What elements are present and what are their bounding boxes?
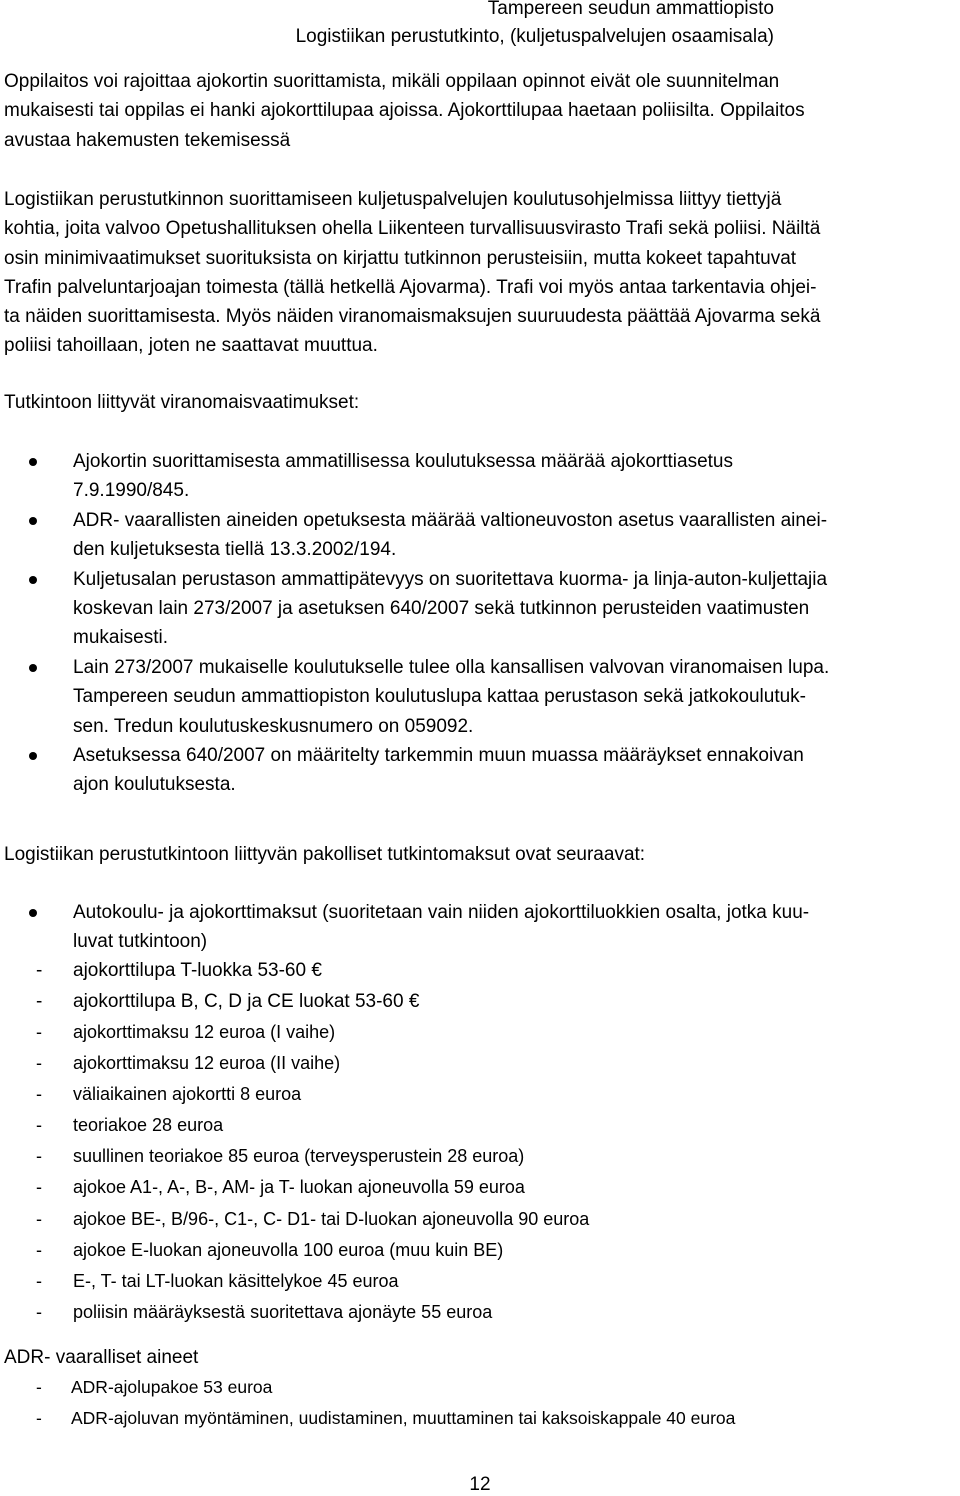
page-number: 12: [469, 1474, 491, 1495]
text-line: mukaisesti tai oppilas ei hanki ajokorttilupaa ajoissa. Ajokorttilupaa haetaan poliisilta. Oppilaitos: [4, 100, 805, 122]
list-item: [0, 506, 952, 565]
dash-marker: -: [36, 1146, 42, 1167]
fee-item: [0, 1204, 952, 1235]
dash-marker: -: [36, 960, 43, 981]
text-line: avustaa hakemusten tekemisessä: [4, 129, 291, 151]
fee-text: väliaikainen ajokortti 8 euroa: [73, 1084, 302, 1105]
text-line: Logistiikan perustutkinnon suorittamiseen kuljetuspalvelujen koulutusohjelmissa liittyy tiettyjä: [4, 189, 782, 210]
text-line: koskevan lain 273/2007 ja asetuksen 640/2007 sekä tutkinnon perusteiden vaatimusten: [73, 598, 810, 620]
dash-marker: -: [36, 1115, 42, 1136]
list-item: [0, 741, 952, 800]
fee-item: [0, 1141, 952, 1172]
text-line: Oppilaitos voi rajoittaa ajokortin suorittamista, mikäli oppilaan opinnot eivät ole suunnitelman: [4, 71, 780, 92]
fee-item: [0, 1048, 952, 1079]
text-line: ADR- vaarallisten aineiden opetuksesta määrää valtioneuvoston asetus vaarallisten ainei-: [73, 509, 828, 531]
fee-item: [0, 1172, 952, 1203]
requirements-list: [0, 447, 952, 800]
bullet-icon: [29, 458, 37, 466]
fee-item: [0, 1235, 952, 1266]
list-item: [0, 447, 952, 506]
fees-bullet-list: [0, 898, 952, 957]
text-line: osin minimivaatimukset suorituksista on kirjattu tutkinnon perusteisiin, mutta kokeet tapahtuvat: [4, 247, 797, 269]
text-line: Tampereen seudun ammattiopiston koulutuslupa kattaa perustason sekä jatkokoulutuk-: [73, 686, 806, 708]
text-line: sen. Tredun koulutuskeskusnumero on 059092.: [73, 715, 474, 737]
adr-heading: ADR- vaaralliset aineet: [4, 1347, 199, 1368]
fees-list: [0, 956, 952, 1328]
fees-heading: Logistiikan perustutkintoon liittyvän pakolliset tutkintomaksut ovat seuraavat:: [4, 844, 646, 865]
fee-text: suullinen teoriakoe 85 euroa (terveysperustein 28 euroa): [73, 1146, 525, 1167]
text-line: 7.9.1990/845.: [73, 480, 190, 502]
dash-marker: -: [36, 1301, 42, 1322]
fee-item: [0, 1110, 952, 1141]
fee-text: ajokoe BE-, B/96-, C1-, C- D1- tai D-luokan ajoneuvolla 90 euroa: [73, 1208, 590, 1229]
fee-text: ajokorttimaksu 12 euroa (II vaihe): [73, 1053, 341, 1074]
text-line: Ajokortin suorittamisesta ammatillisessa koulutuksessa määrää ajokorttiasetus: [73, 451, 733, 472]
dash-marker: -: [36, 1084, 42, 1105]
fee-text: poliisin määräyksestä suoritettava ajonäyte 55 euroa: [73, 1301, 493, 1322]
paragraph-authority-supervision: [4, 185, 952, 361]
fee-text: ajokorttilupa B, C, D ja CE luokat 53-60 €: [73, 990, 420, 1012]
dash-marker: -: [36, 1270, 42, 1291]
list-item: [0, 653, 952, 741]
text-line: ajon koulutuksesta.: [73, 774, 236, 796]
dash-marker: -: [36, 1177, 42, 1198]
fee-item: [0, 956, 952, 987]
dash-marker: -: [36, 990, 43, 1012]
text-line: Asetuksessa 640/2007 on määritelty tarkemmin muun muassa määräykset ennakoivan: [73, 745, 804, 767]
header-degree-name: Logistiikan perustutkinto, (kuljetuspalvelujen osaamisala): [295, 26, 774, 47]
fee-item: [0, 1372, 952, 1403]
adr-fees-list: [0, 1372, 952, 1434]
bullet-icon: [29, 909, 37, 917]
text-line: kohtia, joita valvoo Opetushallituksen ohella Liikenteen turvallisuusvirasto Trafi sekä poliisi. Näiltä: [4, 218, 821, 240]
text-line: Autokoulu- ja ajokorttimaksut (suoritetaan vain niiden ajokorttiluokkien osalta, jotka kuu-: [73, 902, 810, 923]
fee-text: ADR-ajoluvan myöntäminen, uudistaminen, muuttaminen tai kaksoiskappale 40 euroa: [71, 1408, 736, 1428]
dash-marker: -: [36, 1377, 42, 1397]
fee-text: ajokoe A1-, A-, B-, AM- ja T- luokan ajoneuvolla 59 euroa: [73, 1177, 525, 1198]
text-line: mukaisesti.: [73, 627, 169, 649]
dash-marker: -: [36, 1239, 42, 1260]
list-item: [0, 898, 952, 957]
fee-item: [0, 1297, 952, 1328]
fee-item: [0, 1079, 952, 1110]
fee-text: ajokoe E-luokan ajoneuvolla 100 euroa (muu kuin BE): [73, 1239, 504, 1260]
bullet-icon: [29, 752, 37, 760]
fee-item: [0, 1266, 952, 1297]
fee-item: [0, 1017, 952, 1048]
text-line: Lain 273/2007 mukaiselle koulutukselle tulee olla kansallisen valvovan viranomaisen lupa.: [73, 656, 830, 678]
bullet-icon: [29, 576, 37, 584]
dash-marker: -: [36, 1053, 42, 1074]
text-line: luvat tutkintoon): [73, 931, 208, 953]
text-line: ta näiden suorittamisesta. Myös näiden viranomaismaksujen suuruudesta päättää Ajovarma sekä: [4, 306, 821, 328]
bullet-icon: [29, 517, 37, 525]
dash-marker: -: [36, 1208, 42, 1229]
requirements-heading: Tutkintoon liittyvät viranomaisvaatimukset:: [4, 392, 360, 413]
paragraph-driving-license-restrictions: [4, 67, 952, 155]
bullet-icon: [29, 664, 37, 672]
header-school-name: Tampereen seudun ammattiopisto: [487, 0, 774, 19]
fee-text: ajokorttilupa T-luokka 53-60 €: [73, 960, 322, 981]
fee-text: teoriakoe 28 euroa: [73, 1115, 224, 1136]
fee-text: E-, T- tai LT-luokan käsittelykoe 45 euroa: [73, 1270, 399, 1291]
fee-text: ADR-ajolupakoe 53 euroa: [71, 1377, 273, 1397]
dash-marker: -: [36, 1408, 42, 1428]
fee-item: [0, 987, 952, 1018]
text-line: Kuljetusalan perustason ammattipätevyys on suoritettava kuorma- ja linja-auton-kuljettajia: [73, 568, 828, 590]
list-item: [0, 565, 952, 653]
text-line: den kuljetuksesta tiellä 13.3.2002/194.: [73, 539, 397, 561]
dash-marker: -: [36, 1022, 42, 1042]
fee-item: [0, 1403, 952, 1434]
fee-text: ajokorttimaksu 12 euroa (I vaihe): [73, 1022, 336, 1042]
text-line: poliisi tahoillaan, joten ne saattavat muuttua.: [4, 335, 378, 357]
text-line: Trafin palveluntarjoajan toimesta (tällä hetkellä Ajovarma). Trafi voi myös antaa tarkentavia ohjei-: [4, 276, 817, 298]
